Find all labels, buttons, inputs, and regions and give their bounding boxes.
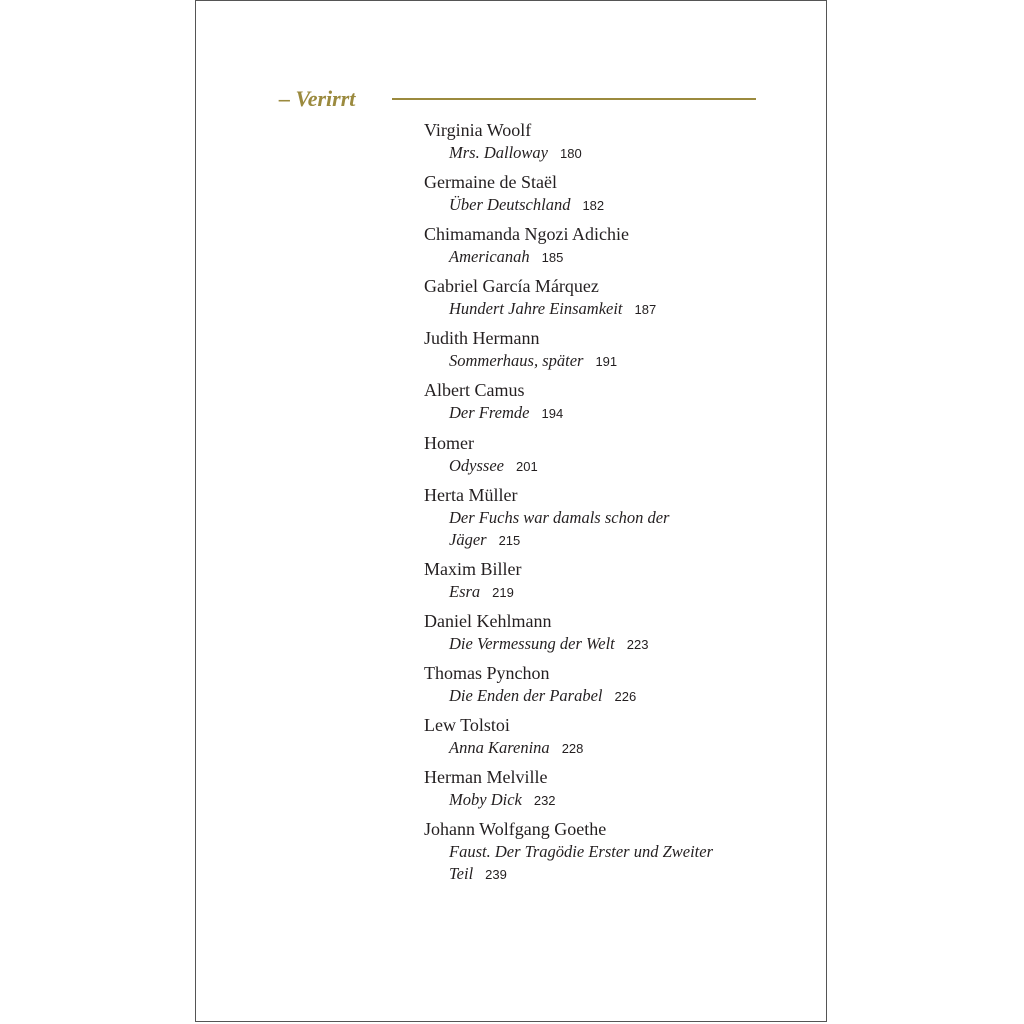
entry-work — [424, 246, 739, 269]
entry-page-number: 201 — [515, 458, 538, 474]
entry-author: Thomas Pynchon — [424, 662, 550, 683]
entry-work-title: Der Fuchs war damals schon der Jäger — [449, 507, 670, 549]
entry-work-title: Moby Dick — [449, 790, 522, 810]
entry-author: Homer — [424, 432, 474, 453]
entry-work — [424, 789, 739, 812]
entry-work — [424, 194, 739, 217]
toc-entry — [424, 431, 764, 483]
entry-work-title: Americanah — [449, 247, 530, 267]
toc-entry — [424, 222, 764, 274]
entry-work — [424, 737, 739, 760]
entry-author: Chimamanda Ngozi Adichie — [424, 224, 629, 245]
entry-page-number: 228 — [561, 740, 584, 756]
entry-work-title: Faust. Der Tragödie Erster und Zweiter Teil — [449, 842, 714, 884]
entry-author: Gabriel García Márquez — [424, 276, 599, 297]
entry-work-title: Anna Karenina — [449, 737, 550, 757]
entry-author: Virginia Woolf — [424, 120, 532, 140]
entry-page-number: 219 — [492, 584, 514, 600]
entry-author: Germaine de Staël — [424, 172, 557, 193]
entry-page-number: 215 — [498, 532, 521, 548]
entry-author: Lew Tolstoi — [424, 714, 510, 735]
entry-page-number: 239 — [485, 867, 507, 883]
entry-work — [424, 298, 739, 321]
entry-page-number: 191 — [595, 354, 618, 370]
entry-work — [424, 402, 739, 425]
entry-page-number: 226 — [614, 688, 637, 704]
toc-entry — [424, 765, 764, 817]
entry-author: Johann Wolfgang Goethe — [424, 819, 607, 840]
entry-author: Herman Melville — [424, 767, 548, 788]
entry-page-number: 223 — [626, 636, 649, 652]
entry-page-number: 232 — [533, 793, 556, 809]
toc-entry — [424, 326, 764, 378]
toc-entry — [424, 118, 764, 170]
toc-entry — [424, 817, 764, 891]
entry-author: Albert Camus — [424, 380, 525, 401]
toc-entry — [424, 274, 764, 326]
toc-entry — [424, 378, 764, 430]
toc-entry — [424, 713, 764, 765]
entry-author: Herta Müller — [424, 484, 518, 505]
entry-work-title: Esra — [449, 581, 481, 601]
toc-entry — [424, 170, 764, 222]
table-of-contents — [424, 118, 764, 891]
entry-work — [424, 581, 739, 604]
entry-page-number: 187 — [634, 302, 657, 318]
entry-work-title: Sommerhaus, später — [449, 351, 584, 371]
section-title: – Verirrt — [279, 86, 356, 111]
entry-work-title: Mrs. Dalloway — [449, 143, 548, 162]
entry-work — [424, 142, 739, 165]
entry-work-title: Die Vermessung der Welt — [449, 633, 615, 653]
section-rule — [392, 98, 756, 100]
entry-work-title: Über Deutschland — [449, 195, 571, 215]
entry-work — [424, 350, 739, 373]
entry-page-number: 194 — [541, 406, 564, 422]
entry-author: Judith Hermann — [424, 328, 540, 349]
toc-entry — [424, 557, 764, 609]
entry-author: Maxim Biller — [424, 558, 522, 579]
toc-entry — [424, 483, 764, 557]
entry-work-title: Odyssee — [449, 455, 504, 475]
entry-page-number: 180 — [560, 146, 582, 161]
book-page — [195, 0, 827, 1022]
toc-entry — [424, 661, 764, 713]
entry-work — [424, 507, 739, 552]
entry-work-title: Die Enden der Parabel — [449, 685, 603, 705]
entry-work-title: Der Fremde — [449, 403, 530, 423]
entry-page-number: 185 — [541, 250, 564, 266]
entry-work — [424, 841, 739, 886]
entry-author: Daniel Kehlmann — [424, 610, 552, 631]
entry-work — [424, 685, 739, 708]
entry-page-number: 182 — [582, 198, 605, 214]
toc-entry — [424, 609, 764, 661]
entry-work-title: Hundert Jahre Einsamkeit — [449, 299, 623, 319]
entry-work — [424, 455, 739, 478]
entry-work — [424, 633, 739, 656]
